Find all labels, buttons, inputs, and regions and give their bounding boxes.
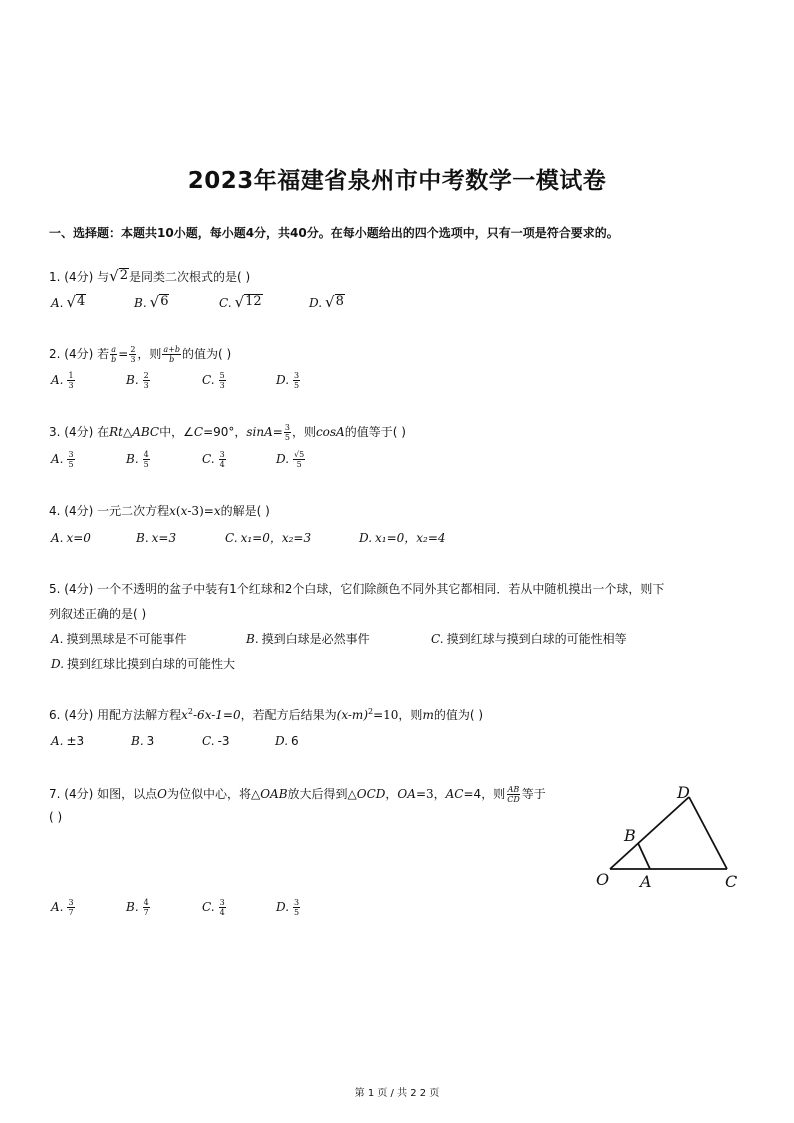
question-number: 3.	[49, 425, 61, 439]
question-number: 6.	[49, 708, 61, 722]
option-c[interactable]: C. $\frac{3}{4}$	[202, 450, 225, 469]
option-c[interactable]: C. $\frac{5}{3}$	[202, 371, 225, 390]
fraction: $\frac{3}{5}$	[284, 423, 290, 442]
question-5	[49, 581, 664, 597]
fraction: $\frac{2}{3}$	[130, 345, 136, 364]
radical: √ 2	[109, 267, 128, 285]
question-score: (4分)	[64, 270, 94, 284]
option-d[interactable]: D. 6	[275, 734, 299, 748]
option-d[interactable]: D. x₁=0，x₂=4	[359, 531, 446, 545]
option-a[interactable]: A. √ 4	[51, 293, 86, 311]
similar-triangles-figure	[590, 778, 750, 898]
question-number: 1.	[49, 270, 61, 284]
label-d: D	[677, 783, 690, 802]
question-7-line-2: ( )	[49, 810, 63, 824]
option-a[interactable]: A. $\frac{3}{5}$	[51, 450, 74, 469]
option-b[interactable]: B. $\frac{4}{5}$	[126, 450, 149, 469]
option-c[interactable]: C. 摸到红球与摸到白球的可能性相等	[431, 632, 627, 646]
question-5-line-2: 列叙述正确的是( )	[49, 607, 147, 621]
section-heading: 一、选择题：本题共10小题，每小题4分，共40分。在每小题给出的四个选项中，只有一项是符合要求的。	[49, 226, 619, 240]
question-score: (4分)	[64, 425, 94, 439]
label-b: B	[624, 826, 636, 845]
segment-od	[610, 797, 689, 869]
option-a[interactable]: A. 摸到黑球是不可能事件	[51, 632, 187, 646]
question-text: 是同类二次根式的是( )	[128, 270, 251, 284]
option-d[interactable]: D. $\frac{√5}{5}$	[276, 450, 305, 469]
segment-dc	[689, 797, 727, 869]
option-b[interactable]: B. x=3	[136, 531, 177, 545]
question-4: 4. (4分) 一元二次方程x(x-3)=x的解是( )	[49, 504, 270, 518]
question-score: (4分)	[64, 582, 94, 596]
option-d[interactable]: D. 摸到红球比摸到白球的可能性大	[51, 657, 236, 671]
option-c[interactable]: C. -3	[202, 734, 230, 748]
option-d[interactable]: D. √ 8	[309, 293, 344, 311]
question-text: 若	[97, 347, 110, 361]
option-a[interactable]: A. $\frac{1}{3}$	[51, 371, 74, 390]
segment-ba	[638, 843, 650, 869]
question-number: 2.	[49, 347, 61, 361]
page-footer: 第 1 页 / 共 2 2 页	[354, 1088, 440, 1099]
option-c[interactable]: C. x₁=0，x₂=3	[225, 531, 312, 545]
option-a[interactable]: A. $\frac{3}{7}$	[51, 898, 74, 917]
option-d[interactable]: D. $\frac{3}{5}$	[276, 898, 300, 917]
option-b[interactable]: B. 摸到白球是必然事件	[246, 632, 370, 646]
option-a[interactable]: A. ±3	[51, 734, 85, 748]
question-score: (4分)	[64, 787, 94, 801]
question-text: 一个不透明的盆子中装有1个红球和2个白球，它们除颜色不同外其它都相同．若从中随机摸出一个球，则下	[97, 582, 665, 596]
question-score: (4分)	[64, 708, 94, 722]
option-b[interactable]: B. $\frac{4}{7}$	[126, 898, 149, 917]
label-c: C	[725, 872, 738, 891]
question-number: 5.	[49, 582, 61, 596]
question-score: (4分)	[64, 504, 94, 518]
question-7: 7. (4分) 如图，以点O为位似中心，将△OAB放大后得到△OCD，OA=3，AC=4，则 $\frac{AB}{CD}$ 等于	[49, 785, 546, 804]
page-title: 2023年福建省泉州市中考数学一模试卷	[187, 168, 607, 194]
question-6: 6. (4分) 用配方法解方程$x^2-6x-1=0$，若配方后结果为$(x-m)^2=10$，则m的值为( )	[49, 707, 484, 722]
label-a: A	[640, 872, 652, 891]
question-number: 4.	[49, 504, 61, 518]
fraction: $\frac{AB}{CD}$	[507, 785, 520, 804]
question-number: 7.	[49, 787, 61, 801]
fraction: $\frac{a}{b}$	[111, 345, 117, 364]
label-o: O	[596, 870, 610, 889]
question-3: 3. (4分) 在Rt△ABC中，∠C=90°，sinA= $\frac{3}{5}$ ，则cosA的值等于( )	[49, 423, 406, 442]
option-b[interactable]: B. $\frac{2}{3}$	[126, 371, 149, 390]
question-text: ，则	[137, 347, 162, 361]
option-b[interactable]: B. √ 6	[134, 293, 169, 311]
option-c[interactable]: C. √ 12	[219, 293, 262, 311]
fraction: $\frac{a+b}{b}$	[163, 345, 181, 364]
question-1	[49, 268, 250, 285]
option-c[interactable]: C. $\frac{3}{4}$	[202, 898, 225, 917]
question-score: (4分)	[64, 347, 94, 361]
option-d[interactable]: D. $\frac{3}{5}$	[276, 371, 300, 390]
question-text: 的值为( )	[182, 347, 232, 361]
question-2: 2. (4分) 若 $\frac{a}{b}$ = $\frac{2}{3}$ ，则 $\frac{a+b}{b}$ 的值为( )	[49, 345, 232, 364]
option-b[interactable]: B. 3	[131, 734, 155, 748]
option-a[interactable]: A. x=0	[51, 531, 91, 545]
question-text: 与	[97, 270, 110, 284]
